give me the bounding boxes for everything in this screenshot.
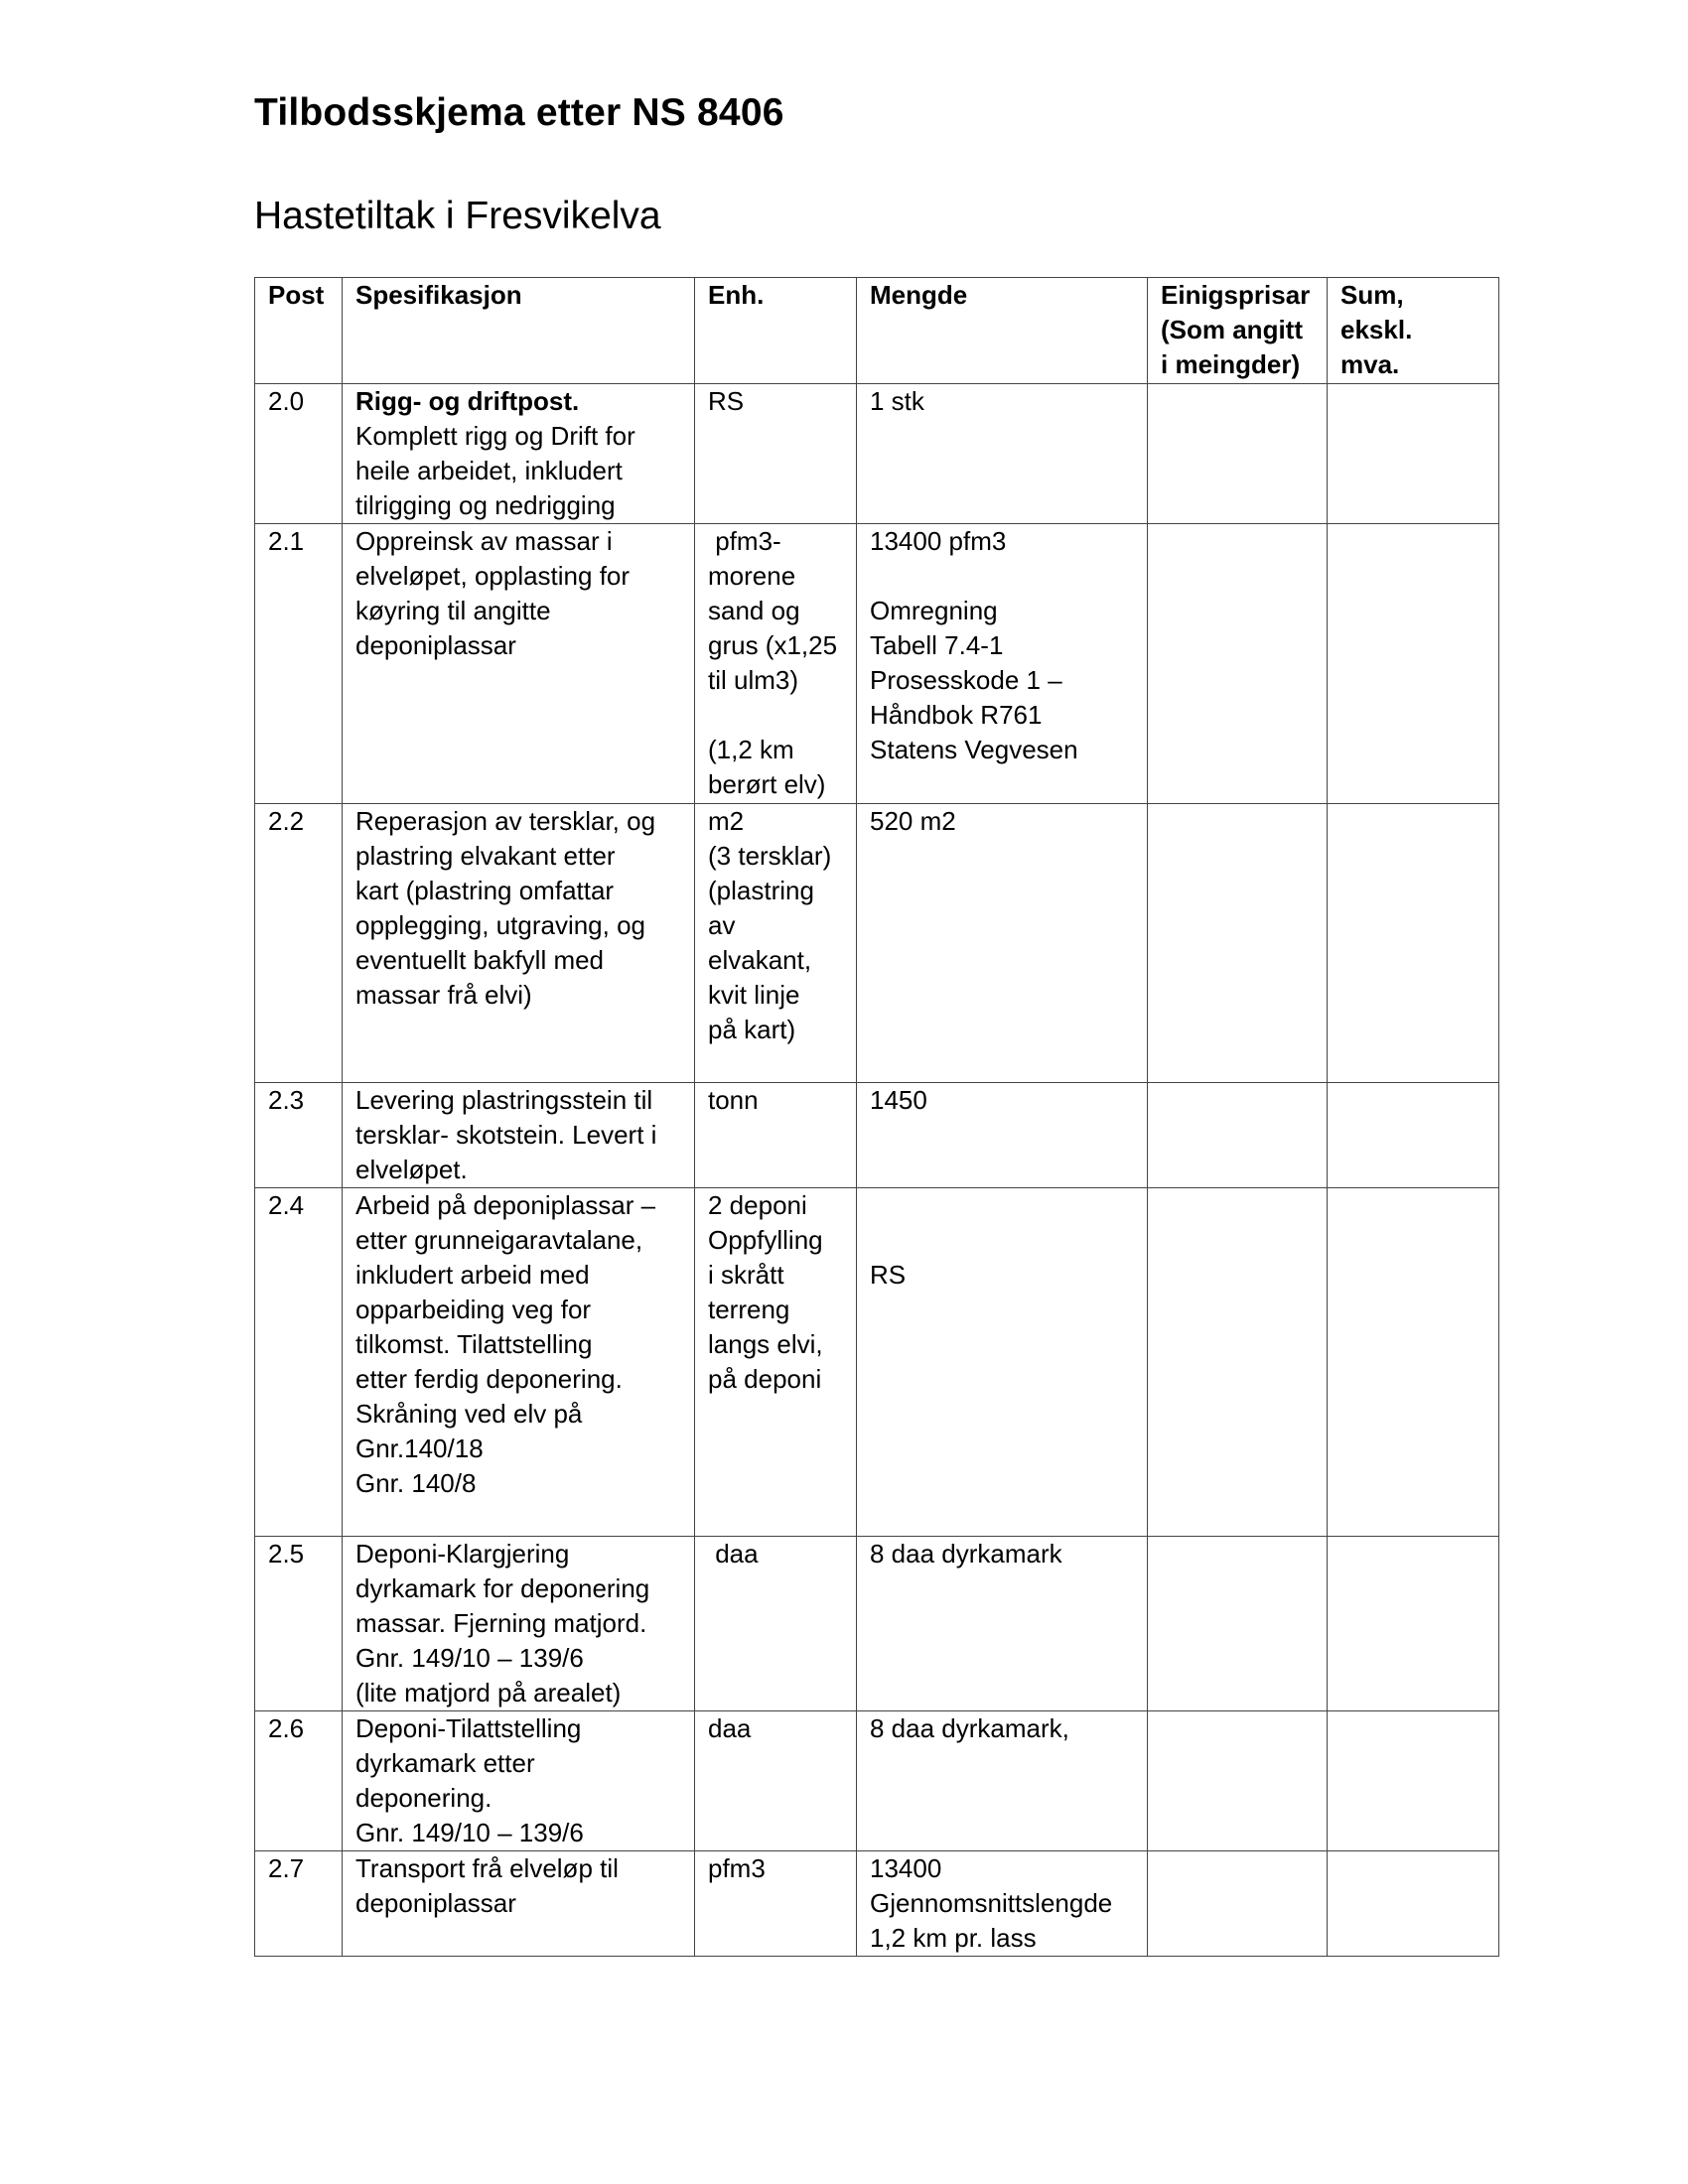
cell-unit-price (1148, 804, 1328, 1083)
line-gap (870, 559, 1135, 594)
header-unit-price-line: (Som angitt (1161, 315, 1303, 344)
spec-line: etter ferdig deponering. (355, 1364, 623, 1394)
qty-line: 1,2 km pr. lass (870, 1923, 1037, 1953)
unit-line: (plastring (708, 876, 814, 905)
cell-unit-price (1148, 384, 1328, 524)
cell-post: 2.1 (255, 524, 343, 804)
qty-line: 520 m2 (870, 806, 956, 836)
spec-line: deponiplassar (355, 1888, 516, 1918)
unit-line: til ulm3) (708, 665, 799, 695)
cell-qty (857, 1537, 1148, 1711)
cell-unit (695, 1851, 857, 1957)
header-row (255, 278, 1499, 384)
table-row (255, 384, 1499, 524)
spec-line: tilrigging og nedrigging (355, 490, 616, 520)
spec-line: Transport frå elveløp til (355, 1853, 619, 1883)
unit-line: m2 (708, 806, 745, 836)
cell-unit-price (1148, 524, 1328, 804)
cell-spec (343, 1711, 695, 1851)
unit-line: berørt elv) (708, 769, 826, 799)
document-subtitle: Hastetiltak i Fresvikelva (254, 195, 661, 237)
qty-line: 1 stk (870, 386, 924, 416)
spec-line: (lite matjord på arealet) (355, 1678, 622, 1707)
unit-line: langs elvi, (708, 1329, 823, 1359)
cell-sum (1328, 1188, 1499, 1537)
cell-unit-price (1148, 1711, 1328, 1851)
spec-line: heile arbeidet, inkludert (355, 456, 623, 485)
cell-unit-price (1148, 1851, 1328, 1957)
header-sum (1328, 278, 1499, 384)
spec-line: tilkomst. Tilattstelling (355, 1329, 593, 1359)
cell-sum (1328, 524, 1499, 804)
header-unit-price-line: Einigsprisar (1161, 280, 1311, 310)
table-row (255, 1851, 1499, 1957)
header-unit-price-line: i meingder) (1161, 349, 1301, 379)
cell-sum (1328, 804, 1499, 1083)
cell-unit (695, 804, 857, 1083)
table-row (255, 1188, 1499, 1537)
unit-line: i skrått (708, 1260, 784, 1290)
qty-line: RS (870, 1260, 907, 1290)
spec-line: deponiplassar (355, 630, 516, 660)
qty-line: Statens Vegvesen (870, 735, 1078, 764)
document-title: Tilbodsskjema etter NS 8406 (254, 91, 784, 134)
cell-unit (695, 384, 857, 524)
spec-line: elveløpet, opplasting for (355, 561, 631, 591)
unit-line: på kart) (708, 1015, 796, 1044)
cell-spec (343, 384, 695, 524)
unit-line: pfm3 (708, 1853, 766, 1883)
cell-sum (1328, 1711, 1499, 1851)
cell-unit (695, 1083, 857, 1188)
qty-line: Omregning (870, 596, 998, 625)
unit-line: tonn (708, 1085, 759, 1115)
spec-line: Deponi-Tilattstelling (355, 1713, 582, 1743)
cell-unit (695, 1537, 857, 1711)
cell-sum (1328, 1537, 1499, 1711)
unit-line: 2 deponi (708, 1190, 807, 1220)
spec-line: Skråning ved elv på (355, 1399, 583, 1429)
unit-line: (3 tersklar) (708, 841, 832, 871)
cell-qty (857, 1711, 1148, 1851)
unit-line: terreng (708, 1295, 790, 1324)
spec-line: plastring elvakant etter (355, 841, 616, 871)
unit-line: (1,2 km (708, 735, 794, 764)
unit-line: på deponi (708, 1364, 822, 1394)
spec-line: Arbeid på deponiplassar – (355, 1190, 656, 1220)
spec-line: kart (plastring omfattar (355, 876, 615, 905)
table-row (255, 1711, 1499, 1851)
cell-sum (1328, 1083, 1499, 1188)
cell-post: 2.6 (255, 1711, 343, 1851)
spec-line: opplegging, utgraving, og (355, 910, 646, 940)
cell-sum (1328, 384, 1499, 524)
cell-qty (857, 1083, 1148, 1188)
qty-line: Tabell 7.4-1 (870, 630, 1004, 660)
spec-line: elveløpet. (355, 1155, 468, 1184)
line-gap (870, 1188, 1135, 1223)
spec-line: Levering plastringsstein til (355, 1085, 653, 1115)
qty-line: Håndbok R761 (870, 700, 1043, 730)
qty-line: Gjennomsnittslengde (870, 1888, 1113, 1918)
cell-spec (343, 1537, 695, 1711)
table-row (255, 1083, 1499, 1188)
spec-line: Gnr.140/18 (355, 1433, 484, 1463)
cell-unit-price (1148, 1083, 1328, 1188)
cell-qty (857, 804, 1148, 1083)
header-qty: Mengde (857, 278, 1148, 384)
spec-line: Gnr. 149/10 – 139/6 (355, 1643, 584, 1673)
header-unit: Enh. (695, 278, 857, 384)
header-unit-price (1148, 278, 1328, 384)
spec-line: Oppreinsk av massar i (355, 526, 613, 556)
qty-line: 8 daa dyrkamark (870, 1539, 1062, 1569)
cell-unit-price (1148, 1188, 1328, 1537)
spec-line: etter grunneigaravtalane, (355, 1225, 643, 1255)
unit-line: grus (x1,25 (708, 630, 838, 660)
table-row (255, 524, 1499, 804)
line-gap (870, 1223, 1135, 1258)
cell-post: 2.2 (255, 804, 343, 1083)
cell-unit (695, 1711, 857, 1851)
qty-line: 13400 pfm3 (870, 526, 1007, 556)
cell-unit-price (1148, 1537, 1328, 1711)
spec-line: opparbeiding veg for (355, 1295, 592, 1324)
header-sum-line: mva. (1340, 349, 1400, 379)
spec-line: massar frå elvi) (355, 980, 532, 1010)
spec-line: Gnr. 149/10 – 139/6 (355, 1818, 584, 1847)
spec-line: køyring til angitte (355, 596, 551, 625)
line-gap (708, 698, 844, 733)
unit-line: Oppfylling (708, 1225, 823, 1255)
unit-line: av (708, 910, 736, 940)
cell-post: 2.3 (255, 1083, 343, 1188)
spec-line: dyrkamark etter (355, 1748, 535, 1778)
cell-sum (1328, 1851, 1499, 1957)
unit-line: daa (708, 1713, 752, 1743)
cell-spec (343, 1188, 695, 1537)
cell-spec (343, 1083, 695, 1188)
qty-line: 13400 (870, 1853, 942, 1883)
spec-line: deponering. (355, 1783, 492, 1813)
unit-line: morene (708, 561, 796, 591)
cell-unit (695, 524, 857, 804)
spec-heading: Rigg- og driftpost. (355, 386, 580, 416)
header-spec: Spesifikasjon (343, 278, 695, 384)
spec-line: Komplett rigg og Drift for (355, 421, 635, 451)
unit-line: kvit linje (708, 980, 800, 1010)
spec-line: Gnr. 140/8 (355, 1468, 477, 1498)
unit-line: elvakant, (708, 945, 812, 975)
unit-line: RS (708, 386, 745, 416)
cell-unit (695, 1188, 857, 1537)
unit-line: daa (708, 1539, 759, 1569)
spec-line: eventuellt bakfyll med (355, 945, 605, 975)
spec-line: inkludert arbeid med (355, 1260, 590, 1290)
spec-line: Deponi-Klargjering (355, 1539, 570, 1569)
cell-post: 2.5 (255, 1537, 343, 1711)
qty-line: 8 daa dyrkamark, (870, 1713, 1069, 1743)
offer-table (254, 277, 1499, 1957)
cell-qty (857, 1188, 1148, 1537)
spec-line: massar. Fjerning matjord. (355, 1608, 647, 1638)
header-sum-line: Sum, (1340, 280, 1404, 310)
cell-qty (857, 384, 1148, 524)
cell-spec (343, 524, 695, 804)
cell-post: 2.4 (255, 1188, 343, 1537)
spec-line: dyrkamark for deponering (355, 1573, 650, 1603)
header-sum-line: ekskl. (1340, 315, 1413, 344)
table-row (255, 1537, 1499, 1711)
cell-qty (857, 1851, 1148, 1957)
qty-line: Prosesskode 1 – (870, 665, 1062, 695)
unit-line: pfm3- (708, 526, 781, 556)
cell-qty (857, 524, 1148, 804)
cell-spec (343, 804, 695, 1083)
spec-line: Reperasjon av tersklar, og (355, 806, 656, 836)
spec-line: tersklar- skotstein. Levert i (355, 1120, 657, 1150)
qty-line: 1450 (870, 1085, 927, 1115)
cell-spec (343, 1851, 695, 1957)
unit-line: sand og (708, 596, 800, 625)
header-post: Post (255, 278, 343, 384)
cell-post: 2.0 (255, 384, 343, 524)
table-row (255, 804, 1499, 1083)
cell-post: 2.7 (255, 1851, 343, 1957)
